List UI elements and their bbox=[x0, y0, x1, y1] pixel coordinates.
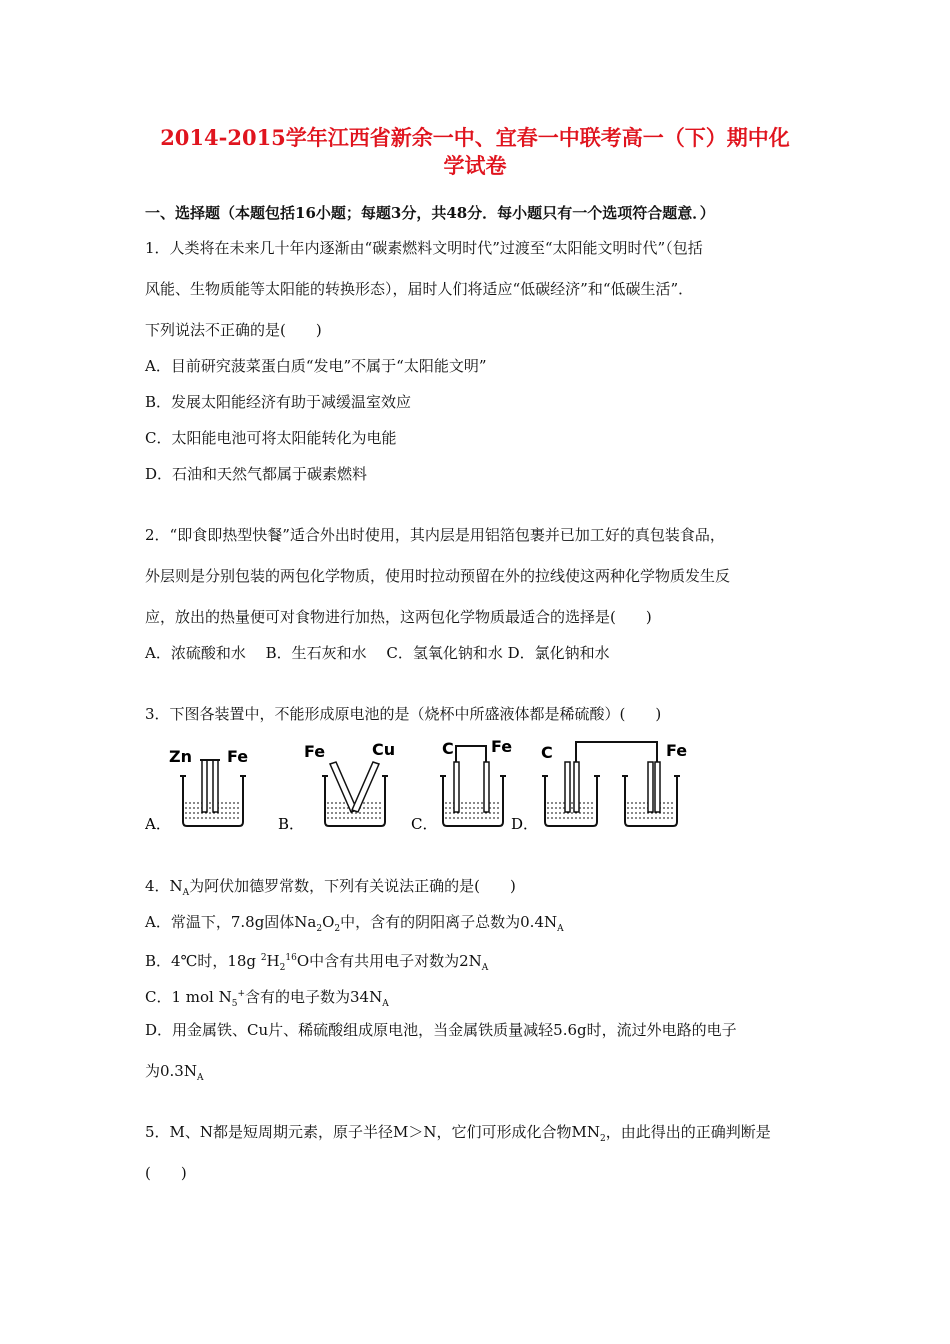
q2-stem-line2: 外层则是分别包装的两包化学物质，使用时拉动预留在外的拉线使这两种化学物质发生反 bbox=[145, 567, 731, 585]
q3-device-d bbox=[511, 741, 687, 833]
q2-options: A．浓硫酸和水 B．生石灰和水 C．氢氧化钠和水 D．氯化钠和水 bbox=[145, 644, 610, 662]
q1-option-b: B．发展太阳能经济有助于减缓温室效应 bbox=[145, 393, 412, 411]
q4-option-b: B．4℃时，18g $^2H_2^{16}O$中含有共用电子对数为$2N_A$ bbox=[145, 952, 489, 973]
q1-option-d: D．石油和天然气都属于碳素燃料 bbox=[145, 465, 368, 483]
paper-title-line1: 2014-2015学年江西省新余一中、宜春一中联考高一（下）期中化 bbox=[160, 125, 790, 150]
section-heading: 一、选择题（本题包括16小题；每题3分，共48分．每小题只有一个选项符合题意．） bbox=[145, 204, 715, 222]
q5-stem-line1: 5．M、N都是短周期元素，原子半径M＞N，它们可形成化合物$MN_2$，由此得出的正确判断是 bbox=[145, 1123, 771, 1144]
q3-d-left-electrode-label: C bbox=[541, 743, 553, 762]
q1-stem-line3: 下列说法不正确的是( ) bbox=[145, 321, 322, 339]
q3-b-right-electrode-label: Cu bbox=[372, 740, 396, 759]
q1-option-a: A．目前研究菠菜蛋白质“发电”不属于“太阳能文明” bbox=[145, 357, 487, 375]
q3-label-b: B． bbox=[278, 815, 305, 833]
q1-stem-line2: 风能、生物质能等太阳能的转换形态），届时人们将适应“低碳经济”和“低碳生活”． bbox=[145, 280, 694, 298]
q3-c-right-electrode-label: Fe bbox=[491, 737, 513, 756]
q3-d-right-electrode-label: Fe bbox=[666, 741, 688, 760]
q3-a-left-electrode-label: Zn bbox=[169, 747, 192, 766]
q3-label-a: A． bbox=[145, 815, 171, 833]
q3-stem: 3．下图各装置中，不能形成原电池的是（烧杯中所盛液体都是稀硫酸）( ) bbox=[145, 705, 662, 723]
q2-stem-line3: 应，放出的热量便可对食物进行加热，这两包化学物质最适合的选择是( ) bbox=[145, 608, 652, 626]
q4-option-d-line1: D．用金属铁、Cu片、稀硫酸组成原电池，当金属铁质量减轻5.6g时，流过外电路的电子 bbox=[145, 1021, 737, 1039]
q3-device-b bbox=[278, 740, 395, 833]
q3-cell-diagrams bbox=[145, 732, 725, 842]
q3-device-c bbox=[411, 737, 512, 833]
q3-a-right-electrode-label: Fe bbox=[227, 747, 249, 766]
q1-option-c: C．太阳能电池可将太阳能转化为电能 bbox=[145, 429, 397, 447]
q3-label-c: C． bbox=[411, 815, 438, 833]
q4-option-d-line2: 为$0.3N_A$ bbox=[145, 1062, 204, 1083]
q2-stem-line1: 2．“即食即热型快餐”适合外出时使用，其内层是用铝箔包裹并已加工好的真包装食品， bbox=[145, 526, 725, 544]
q3-b-left-electrode-label: Fe bbox=[304, 742, 326, 761]
q4-option-a: A．常温下，7.8g固体$Na_2O_2$中，含有的阴阳离子总数为$0.4N_A$ bbox=[145, 913, 564, 934]
q3-c-left-electrode-label: C bbox=[442, 739, 454, 758]
q4-option-c: C．1 mol $N_5^+$含有的电子数为$34N_A$ bbox=[145, 988, 389, 1009]
paper-title-line2: 学试卷 bbox=[443, 153, 507, 178]
q4-stem: 4．$N_A$为阿伏加德罗常数，下列有关说法正确的是( ) bbox=[145, 877, 516, 898]
q3-device-a bbox=[145, 747, 248, 833]
q3-label-d: D． bbox=[511, 815, 539, 833]
q1-stem-line1: 1．人类将在未来几十年内逐渐由“碳素燃料文明时代”过渡至“太阳能文明时代”（包括 bbox=[145, 239, 703, 257]
q5-stem-line2: ( ) bbox=[145, 1164, 187, 1182]
